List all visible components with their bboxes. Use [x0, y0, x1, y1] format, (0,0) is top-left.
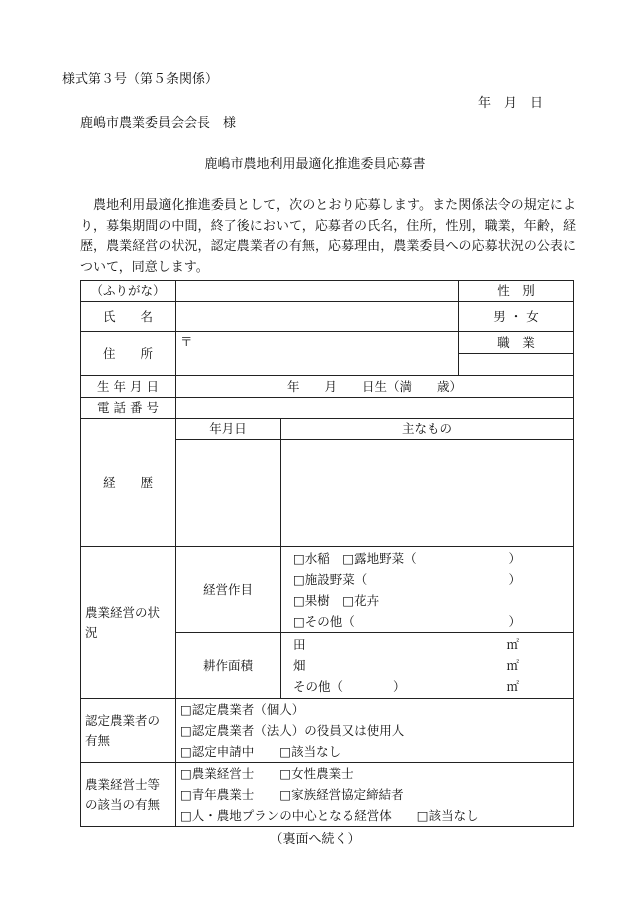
crop-line[interactable]: □水稲 □露地野菜（ ）	[293, 550, 521, 566]
address-field[interactable]	[176, 332, 459, 376]
certified-farmer-label: 認定農業者の有無	[81, 699, 176, 763]
address-label: 住 所	[81, 332, 176, 376]
career-date-header: 年月日	[176, 419, 281, 440]
certified-option[interactable]: □認定申請中 □該当なし	[180, 744, 342, 759]
career-main-header: 主なもの	[281, 419, 574, 440]
crops-label: 経営作目	[176, 547, 281, 633]
career-label: 経 歴	[81, 419, 176, 547]
area-fields[interactable]	[281, 633, 574, 699]
continued-note: （裏面へ続く）	[269, 832, 361, 847]
intro-paragraph: 農地利用最適化推進委員として，次のとおり応募します。また関係法令の規定により，募集期間の中間，終了後において，応募者の氏名，住所，性別，職業，年齢，経歴，農業経営の状況，認定農業者の有無，応募理由，農業委員への応募状況の公表について，同意します。	[80, 198, 576, 275]
farm-status-label: 農業経営の状況	[81, 547, 176, 699]
occupation-label: 職 業	[459, 332, 574, 354]
phone-label: 電 話 番 号	[81, 398, 176, 419]
crops-options[interactable]	[281, 547, 574, 633]
furigana-label: （ふりがな）	[81, 281, 176, 302]
document-title: 鹿嶋市農地利用最適化推進委員応募書	[204, 157, 426, 172]
area-line[interactable]: 田 ㎡	[293, 637, 519, 652]
crop-line[interactable]: □施設野菜（ ）	[293, 571, 521, 587]
name-field[interactable]	[176, 302, 459, 332]
phone-field[interactable]	[176, 398, 574, 419]
area-line[interactable]: 畑 ㎡	[293, 658, 519, 673]
certified-option[interactable]: □認定農業者（法人）の役員又は使用人	[180, 723, 405, 738]
career-date-field[interactable]	[176, 440, 281, 547]
birth-field[interactable]: 年 月 日生（満 歳）	[176, 376, 574, 398]
qualifier-option[interactable]: □人・農地プランの中心となる経営体 □該当なし	[180, 808, 479, 823]
postal-mark: 〒	[180, 334, 193, 349]
certified-farmer-options[interactable]	[176, 699, 574, 763]
area-label: 耕作面積	[176, 633, 281, 699]
qualifier-label: 農業経営士等の該当の有無	[81, 763, 176, 827]
area-line[interactable]: その他（ ） ㎡	[293, 679, 519, 694]
qualifier-option[interactable]: □青年農業士 □家族経営協定締結者	[180, 787, 404, 802]
career-main-field[interactable]	[281, 440, 574, 547]
form-number: 様式第３号（第５条関係）	[62, 72, 219, 87]
gender-value[interactable]: 男 ・ 女	[459, 302, 574, 332]
addressee: 鹿嶋市農業委員会会長 様	[80, 116, 237, 131]
date-line: 年 月 日	[478, 96, 544, 111]
gender-label: 性 別	[459, 281, 574, 302]
furigana-field[interactable]	[176, 281, 459, 302]
certified-option[interactable]: □認定農業者（個人）	[180, 702, 305, 717]
name-label: 氏 名	[81, 302, 176, 332]
birth-label: 生 年 月 日	[81, 376, 176, 398]
occupation-field[interactable]	[459, 354, 574, 376]
crop-line[interactable]: □その他（ ）	[293, 613, 521, 629]
qualifier-options[interactable]	[176, 763, 574, 827]
qualifier-option[interactable]: □農業経営士 □女性農業士	[180, 766, 354, 781]
application-form-table	[80, 280, 574, 827]
crop-line[interactable]: □果樹 □花卉	[293, 592, 380, 608]
